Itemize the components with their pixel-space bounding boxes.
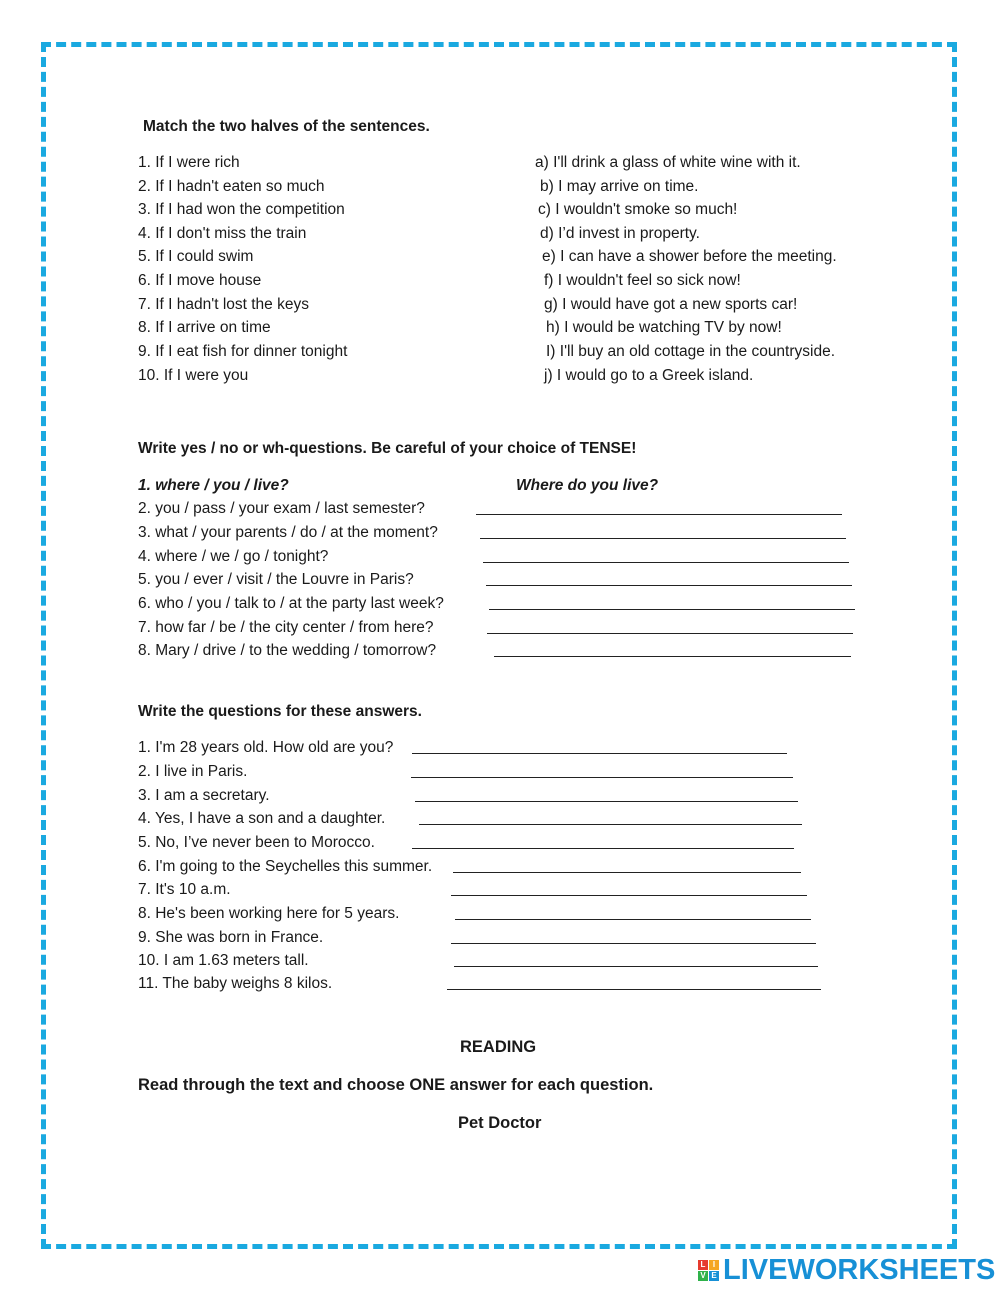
question-prompt: 5. you / ever / visit / the Louvre in Paris? [138, 571, 414, 588]
reading-heading: READING [460, 1038, 537, 1056]
answer-prompt: 5. No, I’ve never been to Morocco. [138, 834, 375, 851]
section2-title: Write yes / no or wh-questions. Be careful of your choice of TENSE! [138, 440, 637, 457]
reading-instruction: Read through the text and choose ONE answer for each question. [138, 1076, 654, 1094]
answer-prompt: 10. I am 1.63 meters tall. [138, 952, 309, 969]
question-blank[interactable] [454, 966, 818, 967]
question-prompt: 6. who / you / talk to / at the party last week? [138, 595, 444, 612]
question-prompt: 7. how far / be / the city center / from here? [138, 619, 434, 636]
answer-prompt: 2. I live in Paris. [138, 763, 248, 780]
question-blank[interactable] [451, 895, 807, 896]
text-title: Pet Doctor [458, 1114, 542, 1132]
match-right-item: j) I would go to a Greek island. [544, 367, 754, 384]
answer-blank[interactable] [487, 633, 853, 634]
answer-blank[interactable] [489, 609, 855, 610]
match-right-item: g) I would have got a new sports car! [544, 296, 798, 313]
match-left-item: 5. If I could swim [138, 248, 254, 265]
answer-prompt: 11. The baby weighs 8 kilos. [138, 975, 333, 992]
logo-letter-l: L [698, 1260, 708, 1270]
match-left-item: 9. If I eat fish for dinner tonight [138, 343, 348, 360]
answer-prompt: 7. It's 10 a.m. [138, 881, 231, 898]
question-blank[interactable] [419, 824, 802, 825]
match-right-item: I) I'll buy an old cottage in the countryside. [546, 343, 836, 360]
match-left-item: 8. If I arrive on time [138, 319, 271, 336]
question-blank[interactable] [451, 943, 816, 944]
brand-name: LIVEWORKSHEETS [723, 1253, 996, 1286]
question-prompt: 2. you / pass / your exam / last semester? [138, 500, 425, 517]
example-prompt: 1. where / you / live? [138, 477, 289, 494]
section3-title: Write the questions for these answers. [138, 703, 422, 720]
question-blank[interactable] [411, 777, 793, 778]
question-blank[interactable] [412, 753, 787, 754]
match-left-item: 10. If I were you [138, 367, 249, 384]
question-blank[interactable] [412, 848, 794, 849]
answer-prompt: 6. I'm going to the Seychelles this summer. [138, 858, 433, 875]
answer-blank[interactable] [480, 538, 846, 539]
question-blank[interactable] [447, 989, 821, 990]
answer-prompt: 4. Yes, I have a son and a daughter. [138, 810, 386, 827]
logo-letter-v: V [698, 1271, 708, 1281]
question-prompt: 8. Mary / drive / to the wedding / tomorrow? [138, 642, 437, 659]
question-blank[interactable] [415, 801, 798, 802]
match-left-item: 3. If I had won the competition [138, 201, 345, 218]
logo-letter-i: I [709, 1260, 719, 1270]
example-answer: Where do you live? [516, 477, 659, 494]
answer-prompt: 3. I am a secretary. [138, 787, 270, 804]
match-left-item: 1. If I were rich [138, 154, 240, 171]
match-left-item: 6. If I move house [138, 272, 262, 289]
question-prompt: 3. what / your parents / do / at the moment? [138, 524, 438, 541]
answer-prompt: 8. He's been working here for 5 years. [138, 905, 400, 922]
answer-blank[interactable] [494, 656, 851, 657]
match-left-item: 4. If I don't miss the train [138, 225, 307, 242]
answer-blank[interactable] [483, 562, 849, 563]
logo-letter-e: E [709, 1271, 719, 1281]
answer-prompt: 1. I'm 28 years old. How old are you? [138, 739, 394, 756]
match-right-item: c) I wouldn't smoke so much! [538, 201, 738, 218]
match-right-item: b) I may arrive on time. [540, 178, 699, 195]
match-right-item: f) I wouldn't feel so sick now! [544, 272, 741, 289]
match-left-item: 2. If I hadn't eaten so much [138, 178, 325, 195]
match-right-item: a) I'll drink a glass of white wine with it. [535, 154, 801, 171]
match-right-item: h) I would be watching TV by now! [546, 319, 782, 336]
question-blank[interactable] [455, 919, 811, 920]
answer-prompt: 9. She was born in France. [138, 929, 324, 946]
match-right-item: e) I can have a shower before the meeting. [542, 248, 837, 265]
match-left-item: 7. If I hadn't lost the keys [138, 296, 309, 313]
match-right-item: d) I’d invest in property. [540, 225, 700, 242]
question-blank[interactable] [453, 872, 801, 873]
liveworksheets-logo [698, 1255, 995, 1285]
question-prompt: 4. where / we / go / tonight? [138, 548, 329, 565]
answer-blank[interactable] [476, 514, 842, 515]
answer-blank[interactable] [486, 585, 852, 586]
logo-icon [698, 1260, 719, 1281]
section1-title: Match the two halves of the sentences. [143, 118, 430, 135]
